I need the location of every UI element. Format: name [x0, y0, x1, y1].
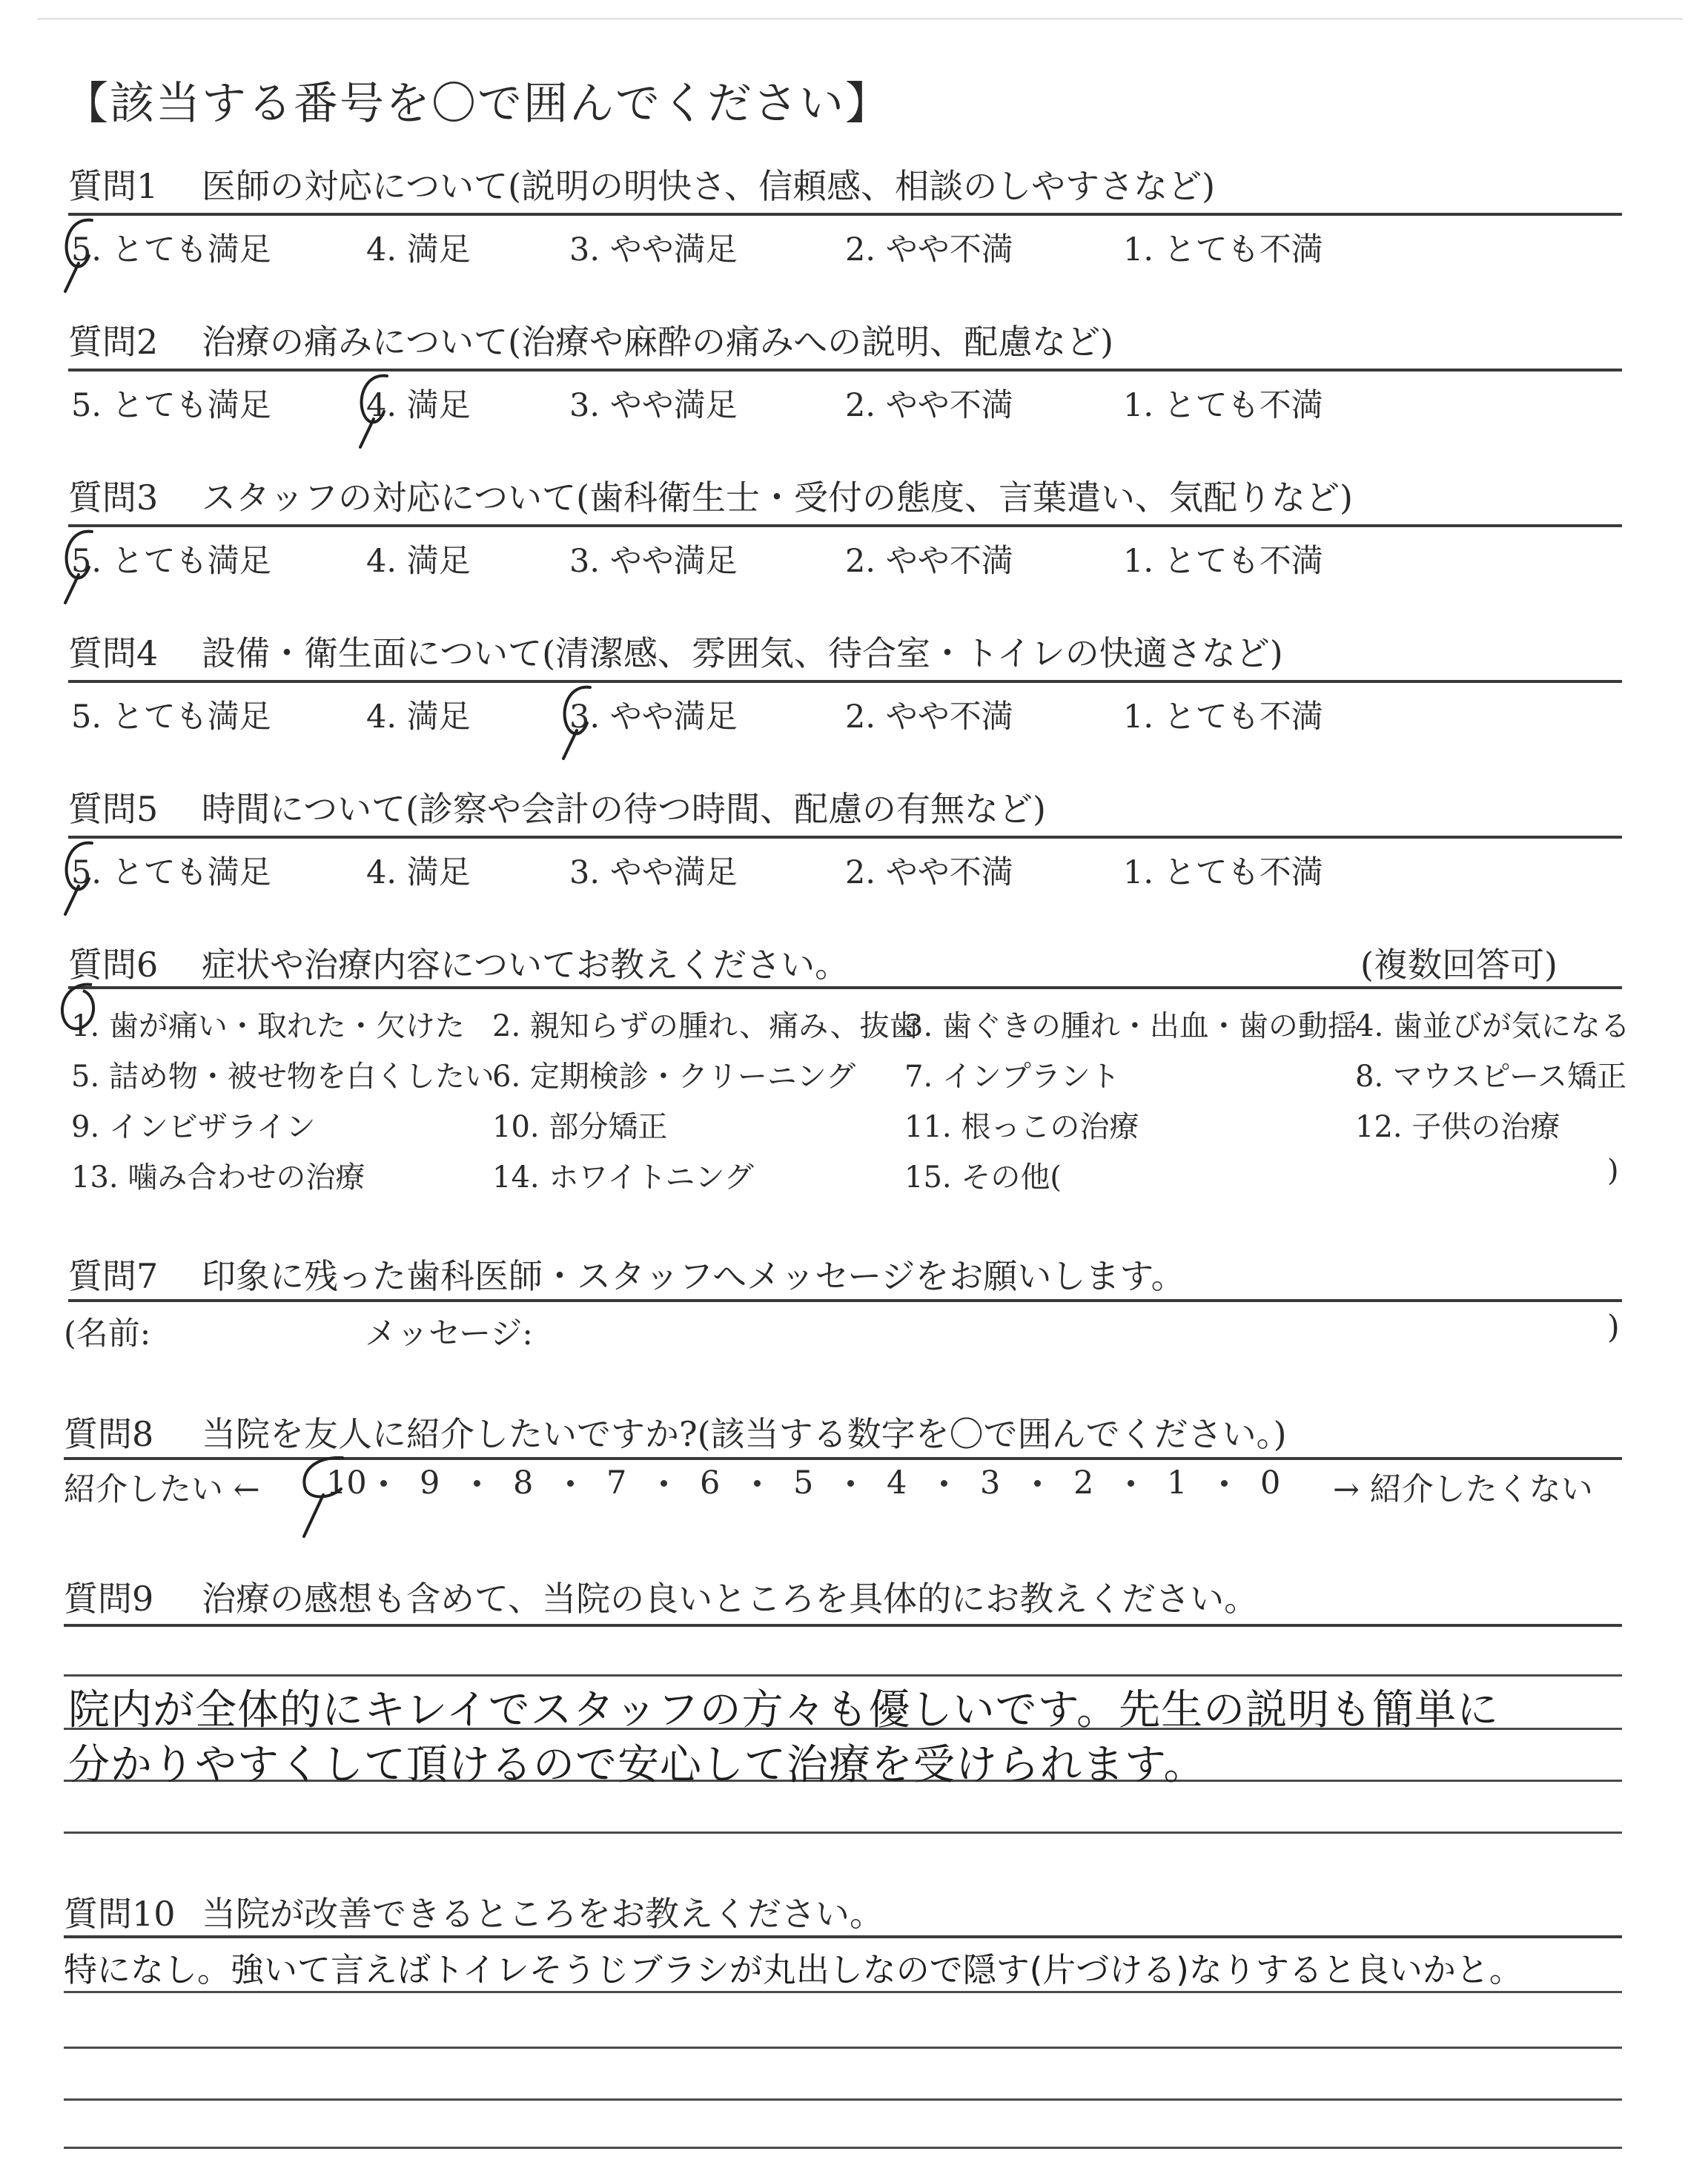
q6-other-close-paren: ): [1607, 1154, 1619, 1188]
q5-option-3[interactable]: 3. やや満足: [569, 854, 738, 891]
q6-item-8[interactable]: 8. マウスピース矯正: [1355, 1060, 1627, 1094]
q5-option-4[interactable]: 4. 満足: [366, 854, 471, 891]
q6-handwritten-circle: [53, 980, 113, 1047]
q4-option-4[interactable]: 4. 満足: [366, 698, 471, 736]
q8-scale-6[interactable]: 6: [700, 1464, 721, 1502]
q10-rule: [64, 1935, 1622, 1938]
q8-scale-separator: [1034, 1480, 1041, 1487]
q10-answer-line-1: 特になし。強いて言えばトイレそうじブラシが丸出しなので隠す(片づける)なりすると良いかと。: [64, 1950, 1523, 1989]
q6-item-5[interactable]: 5. 詰め物・被せ物を白くしたい: [71, 1060, 494, 1094]
q6-text: 症状や治療内容についてお教えください。: [202, 945, 850, 985]
q2-handwritten-circle: [351, 367, 403, 449]
q7-label: 質問7: [68, 1256, 159, 1296]
q1-option-3[interactable]: 3. やや満足: [569, 231, 738, 268]
q5-option-5[interactable]: 5. とても満足: [71, 854, 271, 891]
q2-option-3[interactable]: 3. やや満足: [569, 387, 738, 424]
q7-text: 印象に残った歯科医師・スタッフへメッセージをお願いします。: [202, 1256, 1185, 1296]
q8-right-label: → 紹介したくない: [1333, 1471, 1593, 1508]
q3-label: 質問3: [68, 478, 159, 518]
q7-message-label: メッセージ:: [365, 1315, 533, 1353]
q3-option-1[interactable]: 1. とても不満: [1123, 543, 1323, 580]
q5-handwritten-circle: [56, 834, 108, 916]
q6-item-11[interactable]: 11. 根っこの治療: [904, 1110, 1139, 1144]
page-top-edge: [37, 18, 1683, 20]
q3-text: スタッフの対応について(歯科衛生士・受付の態度、言葉遣い、気配りなど): [202, 478, 1353, 518]
q9-line-1: [64, 1674, 1622, 1677]
q8-left-label: 紹介したい ←: [64, 1471, 260, 1508]
q4-text: 設備・衛生面について(清潔感、雰囲気、待合室・トイレの快適さなど): [202, 633, 1283, 673]
q6-item-9[interactable]: 9. インビザライン: [71, 1110, 316, 1144]
q9-line-4: [64, 1832, 1622, 1834]
page-title: 【該当する番号を〇で囲んでください】: [64, 78, 891, 130]
q6-item-12[interactable]: 12. 子供の治療: [1355, 1110, 1560, 1144]
q3-option-2[interactable]: 2. やや不満: [845, 543, 1013, 580]
q1-label: 質問1: [68, 166, 159, 206]
q5-option-2[interactable]: 2. やや不満: [845, 854, 1013, 891]
q8-scale-10[interactable]: 10: [326, 1464, 367, 1502]
q5-rule: [68, 836, 1622, 839]
q1-option-5[interactable]: 5. とても満足: [71, 231, 271, 268]
q9-rule: [64, 1624, 1622, 1627]
q1-rule: [68, 213, 1622, 216]
q6-item-6[interactable]: 6. 定期検診・クリーニング: [492, 1060, 856, 1094]
q6-label: 質問6: [68, 945, 159, 985]
q7-rule: [68, 1299, 1622, 1302]
q5-text: 時間について(診察や会計の待つ時間、配慮の有無など): [202, 789, 1046, 829]
q3-option-5[interactable]: 5. とても満足: [71, 543, 271, 580]
q3-rule: [68, 524, 1622, 527]
q9-answer-line-2: 分かりやすくして頂けるので安心して治療を受けられます。: [68, 1741, 1206, 1789]
q8-scale-separator: [1221, 1480, 1228, 1487]
q8-scale-separator: [847, 1480, 854, 1487]
q8-text: 当院を友人に紹介したいですか?(該当する数字を〇で囲んでください。): [202, 1414, 1287, 1454]
q8-scale-separator: [941, 1480, 947, 1487]
q8-scale-9[interactable]: 9: [420, 1464, 440, 1502]
q1-option-4[interactable]: 4. 満足: [366, 231, 471, 268]
q2-option-2[interactable]: 2. やや不満: [845, 387, 1013, 424]
q6-item-13[interactable]: 13. 噛み合わせの治療: [71, 1160, 365, 1195]
q8-scale-1[interactable]: 1: [1167, 1464, 1188, 1502]
q6-item-2[interactable]: 2. 親知らずの腫れ、痛み、抜歯: [492, 1009, 919, 1043]
q7-close-paren: ): [1607, 1309, 1620, 1346]
q9-label: 質問9: [64, 1579, 154, 1619]
q7-name-label: (名前:: [64, 1315, 151, 1353]
q10-line-3: [64, 2098, 1622, 2101]
q3-option-3[interactable]: 3. やや満足: [569, 543, 738, 580]
q4-option-5[interactable]: 5. とても満足: [71, 698, 271, 736]
q8-scale-separator: [474, 1480, 480, 1487]
q8-scale-separator: [661, 1480, 667, 1487]
q10-label: 質問10: [64, 1894, 176, 1934]
q9-answer-line-1: 院内が全体的にキレイでスタッフの方々も優しいです。先生の説明も簡単に: [68, 1686, 1500, 1734]
q1-text: 医師の対応について(説明の明快さ、信頼感、相談のしやすさなど): [202, 166, 1216, 206]
q1-handwritten-circle: [56, 211, 108, 293]
q10-line-2: [64, 2047, 1622, 2049]
q8-scale-5[interactable]: 5: [793, 1464, 814, 1502]
q3-option-4[interactable]: 4. 満足: [366, 543, 471, 580]
q8-label: 質問8: [64, 1414, 154, 1454]
q6-item-15[interactable]: 15. その他(: [904, 1160, 1062, 1195]
q10-line-1: [64, 1991, 1622, 1993]
q2-text: 治療の痛みについて(治療や麻酔の痛みへの説明、配慮など): [202, 322, 1114, 362]
q1-option-2[interactable]: 2. やや不満: [845, 231, 1013, 268]
q3-handwritten-circle: [56, 523, 108, 604]
q8-scale-0[interactable]: 0: [1260, 1464, 1281, 1502]
q8-scale-separator: [754, 1480, 761, 1487]
q4-rule: [68, 680, 1622, 683]
q8-scale-separator: [1128, 1480, 1134, 1487]
q8-scale-8[interactable]: 8: [513, 1464, 534, 1502]
q4-label: 質問4: [68, 633, 159, 673]
q4-handwritten-circle: [555, 678, 606, 760]
q4-option-1[interactable]: 1. とても不満: [1123, 698, 1323, 736]
q2-option-1[interactable]: 1. とても不満: [1123, 387, 1323, 424]
q8-scale-7[interactable]: 7: [606, 1464, 627, 1502]
q6-item-7[interactable]: 7. インプラント: [904, 1060, 1120, 1094]
q8-scale-separator: [567, 1480, 574, 1487]
q8-handwritten-circle: [291, 1453, 372, 1542]
q2-option-5[interactable]: 5. とても満足: [71, 387, 271, 424]
q8-scale-separator: [380, 1480, 387, 1487]
q6-item-10[interactable]: 10. 部分矯正: [492, 1110, 668, 1144]
q1-option-1[interactable]: 1. とても不満: [1123, 231, 1323, 268]
q8-scale-3[interactable]: 3: [980, 1464, 1001, 1502]
q4-option-3[interactable]: 3. やや満足: [569, 698, 738, 736]
q6-item-4[interactable]: 4. 歯並びが気になる: [1355, 1009, 1630, 1043]
q6-rule: [68, 986, 1622, 989]
q2-rule: [68, 369, 1622, 371]
q10-text: 当院が改善できるところをお教えください。: [202, 1894, 884, 1934]
q6-item-14[interactable]: 14. ホワイトニング: [492, 1160, 754, 1195]
q4-option-2[interactable]: 2. やや不満: [845, 698, 1013, 736]
q6-item-3[interactable]: 3. 歯ぐきの腫れ・出血・歯の動揺: [904, 1009, 1357, 1043]
q2-label: 質問2: [68, 322, 159, 362]
q5-option-1[interactable]: 1. とても不満: [1123, 854, 1323, 891]
q8-scale-4[interactable]: 4: [887, 1464, 907, 1502]
q9-text: 治療の感想も含めて、当院の良いところを具体的にお教えください。: [202, 1579, 1259, 1619]
q5-label: 質問5: [68, 789, 159, 829]
q8-scale-2[interactable]: 2: [1073, 1464, 1094, 1502]
q2-option-4[interactable]: 4. 満足: [366, 387, 471, 424]
q6-item-1[interactable]: 1. 歯が痛い・取れた・欠けた: [71, 1009, 465, 1043]
q10-line-4: [64, 2147, 1622, 2149]
q6-note: (複数回答可): [1360, 945, 1558, 985]
